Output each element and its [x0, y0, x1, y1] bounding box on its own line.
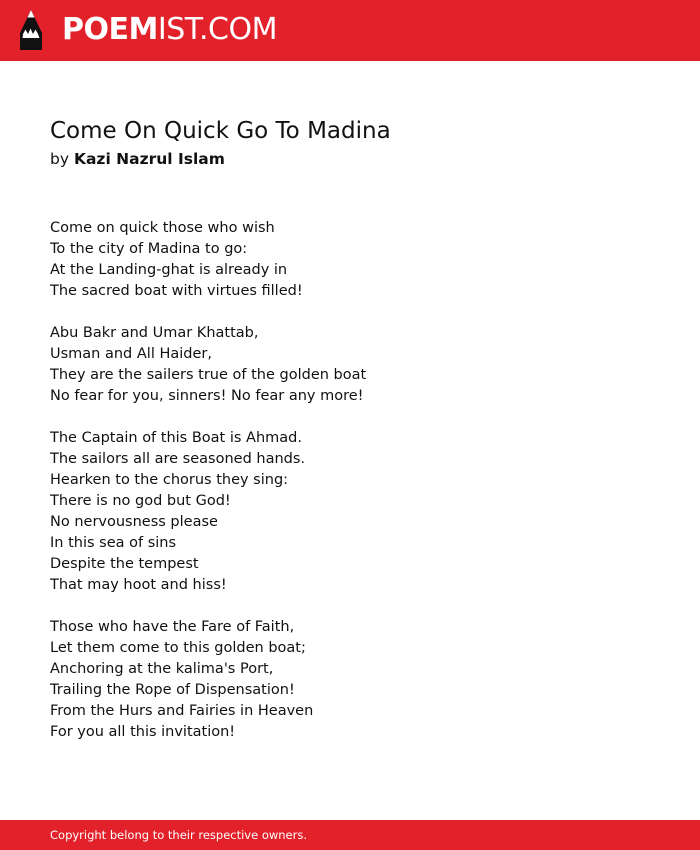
poem-line: Trailing the Rope of Dispensation! — [50, 682, 295, 698]
poem-line: Let them come to this golden boat; — [50, 640, 306, 656]
poem-line: At the Landing-ghat is already in — [50, 262, 288, 278]
poem-line: The sailors all are seasoned hands. — [50, 451, 306, 467]
poem-line: Hearken to the chorus they sing: — [50, 472, 289, 488]
poem-body — [50, 218, 650, 764]
poem-line: For you all this invitation! — [50, 724, 236, 740]
byline-by-label: by — [50, 150, 70, 168]
poem-line: That may hoot and hiss! — [50, 577, 227, 593]
logo-brand-bold: POEM — [62, 12, 158, 47]
poem-line: Those who have the Fare of Faith, — [50, 619, 295, 635]
pencil-tip-icon[interactable] — [16, 9, 46, 52]
poem-line: In this sea of sins — [50, 535, 177, 551]
poem-line: Despite the tempest — [50, 556, 199, 572]
poem-line: They are the sailers true of the golden boat — [50, 367, 367, 383]
poem-line: The sacred boat with virtues filled! — [50, 283, 303, 299]
poem-line: Anchoring at the kalima's Port, — [50, 661, 274, 677]
poem-stanza — [50, 218, 650, 302]
poem-stanza — [50, 323, 650, 407]
poem-title: Come On Quick Go To Madina — [50, 118, 391, 144]
poem-line: There is no god but God! — [50, 493, 231, 509]
poem-stanza — [50, 617, 650, 743]
poem-byline — [50, 148, 225, 170]
poem-line: Abu Bakr and Umar Khattab, — [50, 325, 259, 341]
poem-author: Kazi Nazrul Islam — [73, 150, 225, 168]
poem-line: Usman and All Haider, — [50, 346, 212, 362]
site-footer — [0, 820, 700, 850]
poem-line: To the city of Madina to go: — [50, 241, 248, 257]
site-logo[interactable] — [62, 12, 277, 48]
footer-copyright: Copyright belong to their respective owners. — [50, 828, 308, 842]
poem-line: Come on quick those who wish — [50, 220, 275, 236]
poem-stanza — [50, 428, 650, 596]
poem-line: From the Hurs and Fairies in Heaven — [50, 703, 314, 719]
poem-line: The Captain of this Boat is Ahmad. — [50, 430, 302, 446]
site-header — [0, 0, 700, 61]
poem-line: No fear for you, sinners! No fear any more! — [50, 388, 364, 404]
logo-brand-light: IST.COM — [157, 12, 277, 47]
poem-line: No nervousness please — [50, 514, 218, 530]
